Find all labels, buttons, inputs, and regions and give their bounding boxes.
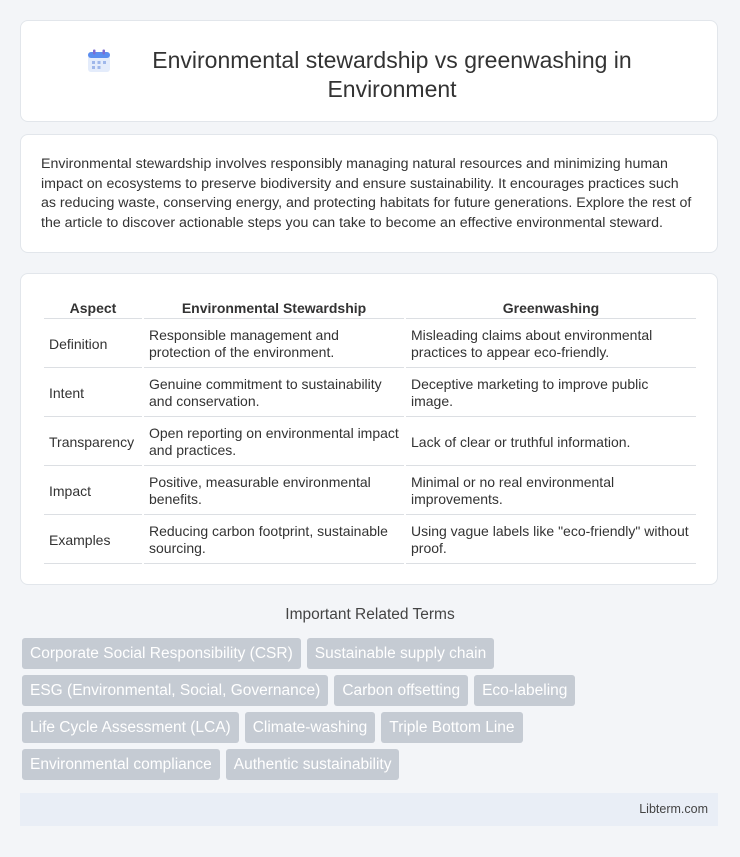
comparison-table-card [20,273,718,585]
greenwashing-cell: Using vague labels like "eco-friendly" without proof. [406,517,696,564]
table-row [44,370,696,417]
aspect-cell: Examples [44,517,142,564]
related-term-tag[interactable]: ESG (Environmental, Social, Governance) [22,675,328,706]
related-term-tag[interactable]: Carbon offsetting [334,675,468,706]
greenwashing-cell: Deceptive marketing to improve public image. [406,370,696,417]
aspect-cell: Intent [44,370,142,417]
greenwashing-cell: Lack of clear or truthful information. [406,419,696,466]
related-term-tag[interactable]: Sustainable supply chain [307,638,494,669]
related-terms-tags [22,638,622,786]
aspect-cell: Impact [44,468,142,515]
table-header-row [44,298,696,319]
related-term-tag[interactable]: Corporate Social Responsibility (CSR) [22,638,301,669]
calendar-icon [86,48,112,74]
greenwashing-cell: Misleading claims about environmental practices to appear eco-friendly. [406,321,696,368]
related-term-tag[interactable]: Authentic sustainability [226,749,400,780]
page-title: Environmental stewardship vs greenwashing in Environment [152,47,632,102]
related-term-tag[interactable]: Eco-labeling [474,675,575,706]
header-greenwashing: Greenwashing [406,298,696,319]
table-row [44,419,696,466]
greenwashing-cell: Minimal or no real environmental improvements. [406,468,696,515]
aspect-cell: Transparency [44,419,142,466]
related-term-tag[interactable]: Life Cycle Assessment (LCA) [22,712,239,743]
stewardship-cell: Responsible management and protection of the environment. [144,321,404,368]
footer [20,793,718,826]
stewardship-cell: Genuine commitment to sustainability and conservation. [144,370,404,417]
stewardship-cell: Reducing carbon footprint, sustainable sourcing. [144,517,404,564]
related-term-tag[interactable]: Environmental compliance [22,749,220,780]
header-stewardship: Environmental Stewardship [144,298,404,319]
table-row [44,468,696,515]
comparison-table [42,296,698,566]
title-card [20,20,718,122]
table-row [44,517,696,564]
intro-card [20,134,718,253]
table-row [44,321,696,368]
intro-paragraph: Environmental stewardship involves responsibly managing natural resources and minimizing human impact on ecosystems to preserve biodiversity and ensure sustainability. It encourages practices such as reducing waste, conserving energy, and protecting habitats for future generations. Explore the rest of the article to discover actionable steps you can take to become an effective environmental steward. [41,156,692,231]
related-term-tag[interactable]: Climate-washing [245,712,376,743]
footer-brand[interactable]: Libterm.com [639,802,708,816]
related-term-tag[interactable]: Triple Bottom Line [381,712,522,743]
stewardship-cell: Positive, measurable environmental benefits. [144,468,404,515]
stewardship-cell: Open reporting on environmental impact and practices. [144,419,404,466]
related-terms-heading: Important Related Terms [285,606,455,623]
header-aspect: Aspect [44,298,142,319]
aspect-cell: Definition [44,321,142,368]
